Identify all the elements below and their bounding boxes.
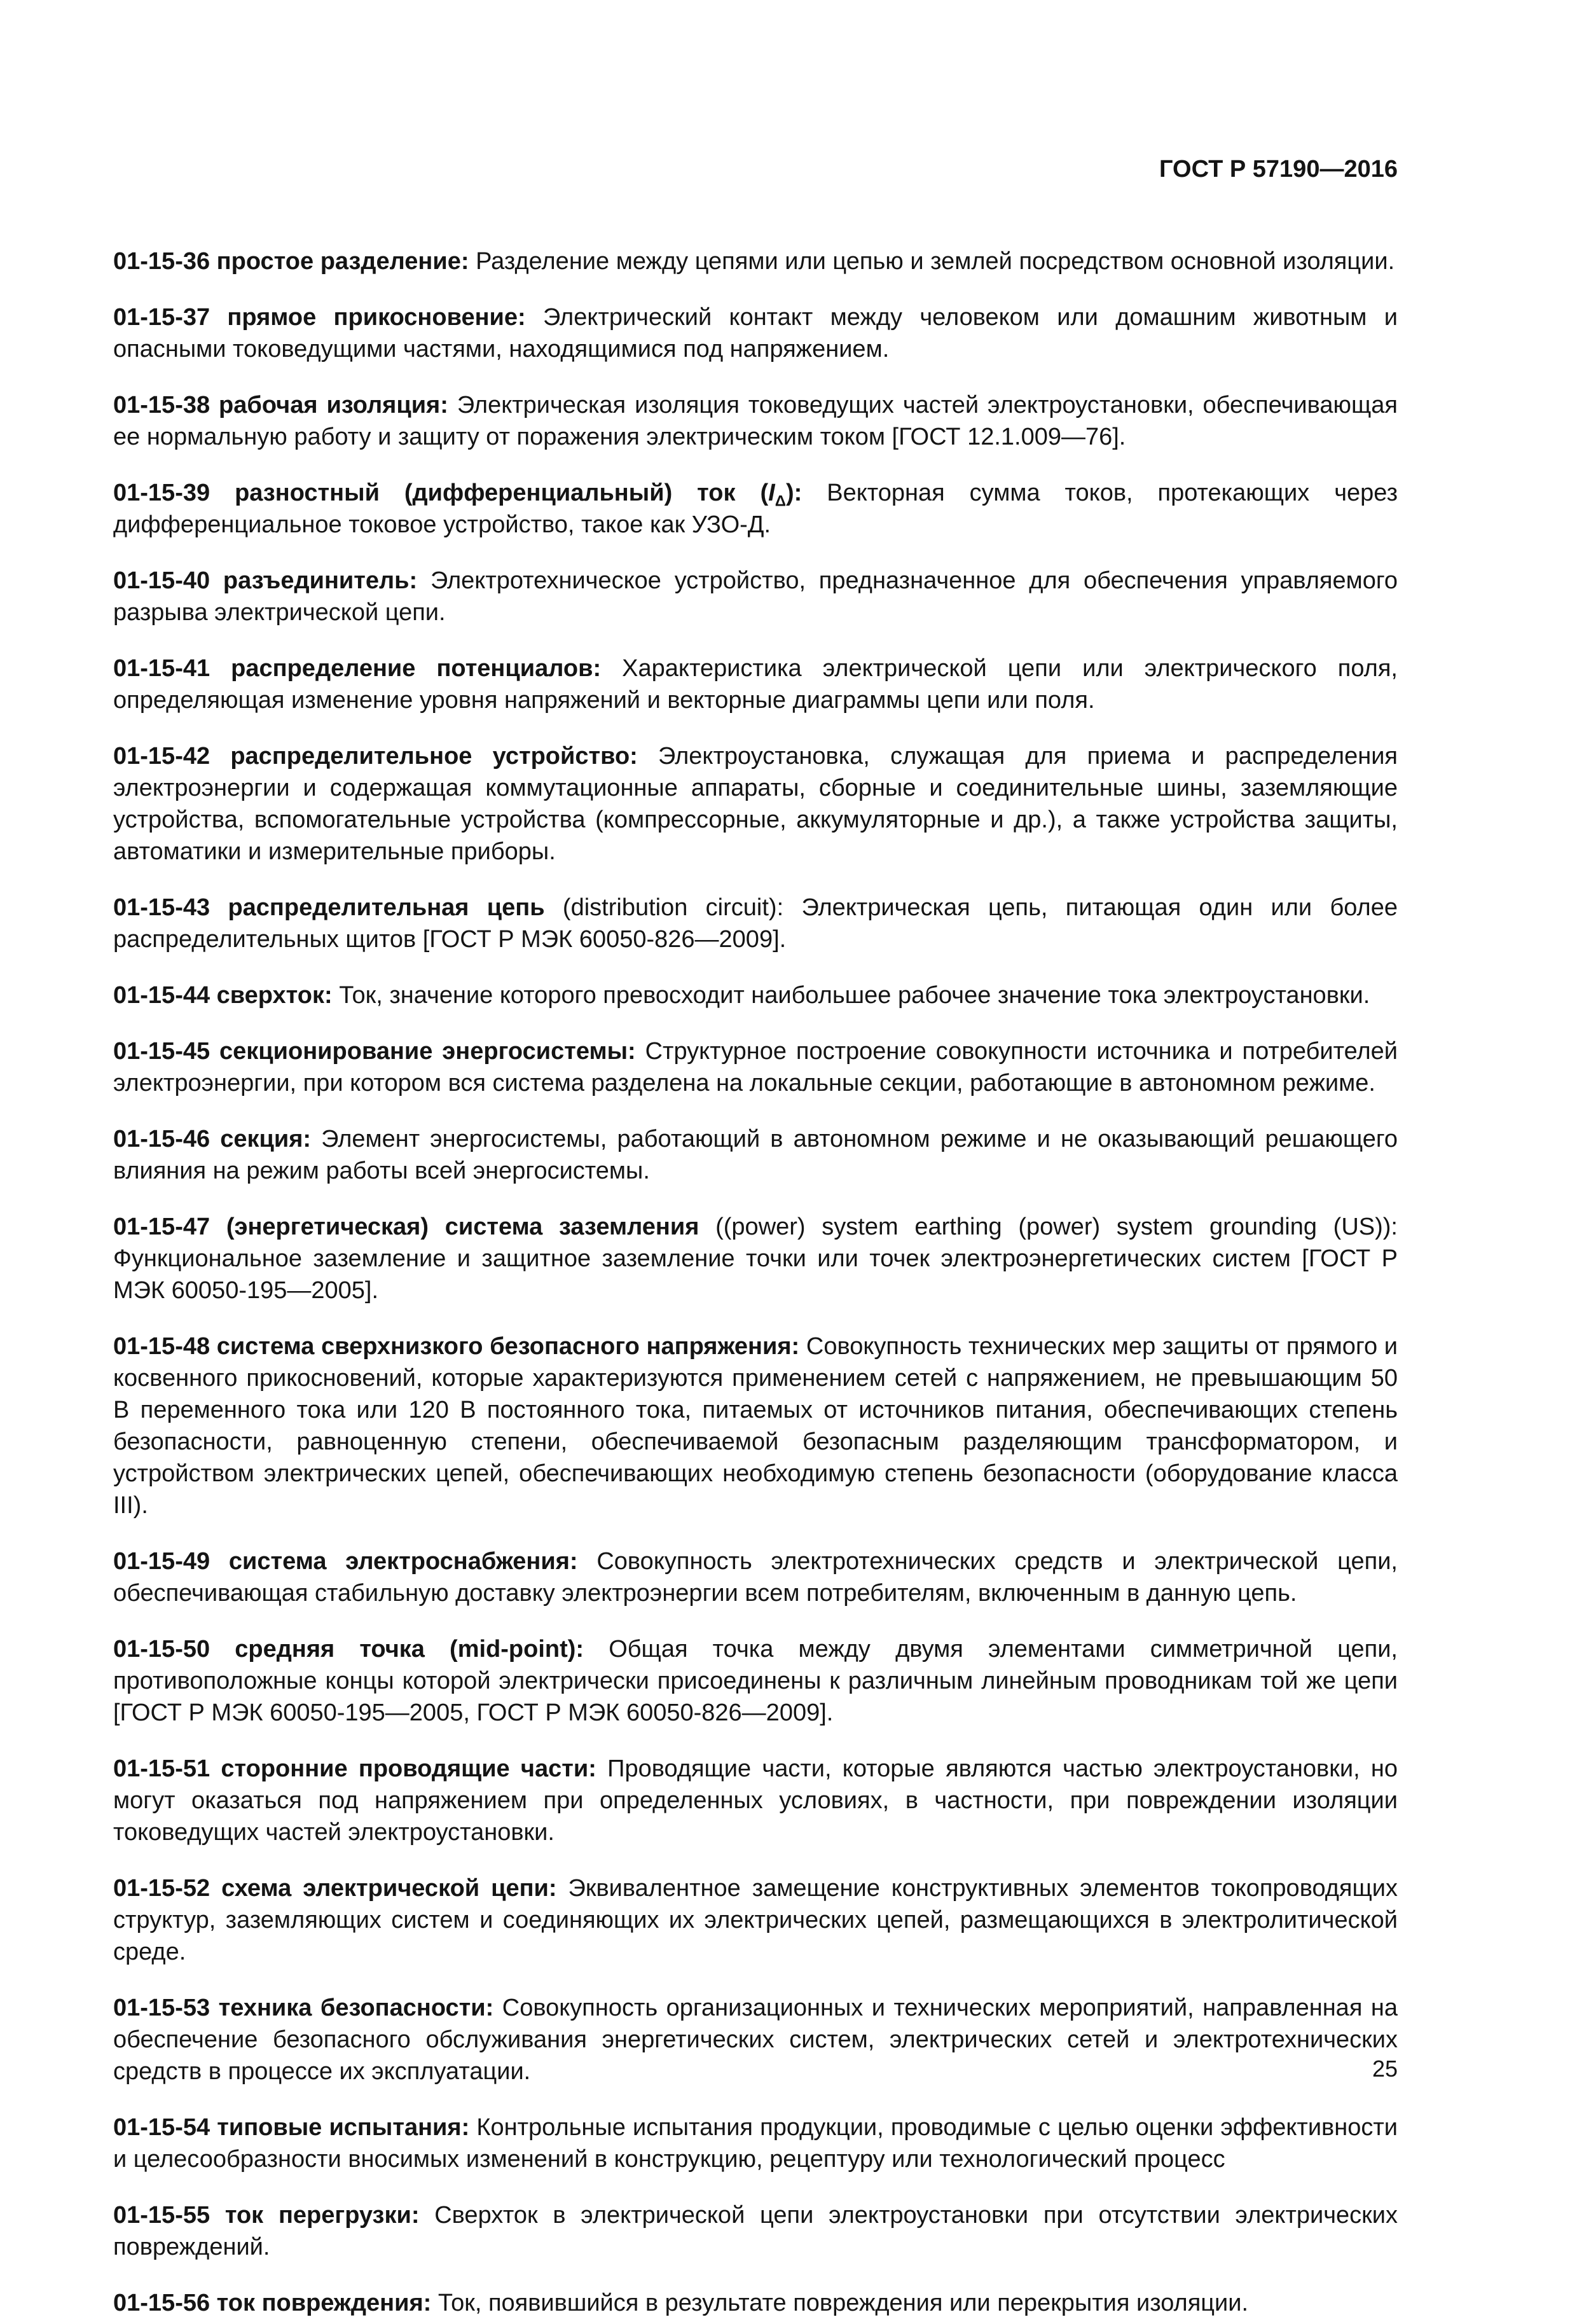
entry-definition: Разделение между цепями или цепью и землей посредством основной изоляции.	[469, 248, 1395, 275]
entry-definition: Электрический контакт между человеком или домашним животным и опасными токоведущими частями, находящимися под напряжением.	[113, 304, 1398, 363]
entry-term: 01-15-36 простое разделение:	[113, 248, 469, 275]
glossary-entry-45	[113, 1035, 1398, 1099]
glossary-entry-46	[113, 1123, 1398, 1187]
entry-term: 01-15-47 (энергетическая) система заземления	[113, 1214, 699, 1240]
glossary-entry-41	[113, 653, 1398, 716]
entry-definition: ((power) system earthing (power) system grounding (US)): Функциональное заземление и защитное заземление точки или точек электроэнергетических систем [ГОСТ Р МЭК 60050-195—2005].	[113, 1214, 1398, 1304]
entry-term: 01-15-55 ток перегрузки:	[113, 2202, 420, 2229]
entry-term: 01-15-46 секция:	[113, 1126, 312, 1152]
entry-term: 01-15-40 разъединитель:	[113, 567, 418, 594]
document-code-header: ГОСТ Р 57190—2016	[1159, 156, 1398, 183]
entry-definition: Эквивалентное замещение конструктивных элементов токопроводящих структур, заземляющих систем и соединяющих их электрических цепей, размещающихся в электролитической среде.	[113, 1875, 1398, 1965]
entry-definition: Векторная сумма токов, протекающих через дифференциальное токовое устройство, такое как УЗО-Д.	[113, 480, 1398, 538]
entry-term: 01-15-52 схема электрической цепи:	[113, 1875, 557, 1902]
entry-definition: Совокупность технических мер защиты от прямого и косвенного прикосновений, которые характеризуются применением сетей с напряжением, не превышающим 50 В переменного тока или 120 В постоянного тока, питаемых от источников питания, обеспечивающих степень безопасности, равноценную степени, обеспечиваемой безопасным разделяющим трансформатором, и устройством электрических цепей, обеспечивающих необходимую степень безопасности (оборудование класса III).	[113, 1333, 1398, 1519]
entry-term-end: ):	[785, 480, 802, 506]
glossary-entry-52	[113, 1872, 1398, 1968]
entry-term: 01-15-54 типовые испытания:	[113, 2114, 470, 2141]
entry-term: 01-15-45 секционирование энергосистемы:	[113, 1038, 636, 1065]
entry-definition: Ток, значение которого превосходит наибольшее рабочее значение тока электроустановки.	[332, 982, 1370, 1009]
glossary-content	[113, 221, 1398, 2324]
page-number: 25	[1372, 2056, 1398, 2082]
entry-definition: (distribution circuit): Электрическая цепь, питающая один или более распределительных щитов [ГОСТ Р МЭК 60050-826—2009].	[113, 894, 1398, 953]
glossary-entry-47	[113, 1211, 1398, 1306]
entry-definition: Электрическая изоляция токоведущих частей электроустановки, обеспечивающая ее нормальную работу и защиту от поражения электрическим током [ГОСТ 12.1.009—76].	[113, 392, 1398, 450]
entry-term: 01-15-43 распределительная цепь	[113, 894, 545, 921]
entry-definition: Контрольные испытания продукции, проводимые с целью оценки эффективности и целесообразности вносимых изменений в конструкцию, рецептуру или технологический процесс	[113, 2114, 1398, 2173]
entry-definition: Электротехническое устройство, предназначенное для обеспечения управляемого разрыва электрической цепи.	[113, 567, 1398, 626]
entry-definition: Элемент энергосистемы, работающий в автономном режиме и не оказывающий решающего влияния на режим работы всей энергосистемы.	[113, 1126, 1398, 1184]
entry-term: 01-15-41 распределение потенциалов:	[113, 655, 602, 682]
glossary-entry-43	[113, 892, 1398, 955]
entry-definition: Совокупность организационных и технических мероприятий, направленная на обеспечение безопасного обслуживания энергетических систем, электрических сетей и электротехнических средств в процессе их эксплуатации.	[113, 1995, 1398, 2085]
glossary-entry-50	[113, 1633, 1398, 1729]
entry-term: 01-15-53 техника безопасности:	[113, 1995, 494, 2021]
entry-term: 01-15-44 сверхток:	[113, 982, 333, 1009]
glossary-entry-40	[113, 565, 1398, 628]
entry-definition: Ток, появившийся в результате повреждения или перекрытия изоляции.	[431, 2290, 1249, 2316]
entry-term: 01-15-49 система электроснабжения:	[113, 1548, 578, 1575]
current-symbol: I	[768, 480, 775, 506]
entry-term: 01-15-39 разностный (дифференциальный) ток (	[113, 480, 769, 506]
entry-term: 01-15-37 прямое прикосновение:	[113, 304, 526, 331]
glossary-entry-51	[113, 1753, 1398, 1848]
entry-term: 01-15-42 распределительное устройство:	[113, 743, 638, 770]
entry-term: 01-15-56 ток повреждения:	[113, 2290, 432, 2316]
glossary-entry-36	[113, 246, 1398, 277]
glossary-entry-38	[113, 389, 1398, 453]
glossary-entry-48	[113, 1331, 1398, 1521]
entry-term: 01-15-38 рабочая изоляция:	[113, 392, 448, 418]
glossary-entry-49	[113, 1546, 1398, 1609]
entry-definition: Структурное построение совокупности источника и потребителей электроэнергии, при котором вся система разделена на локальные секции, работающие в автономном режиме.	[113, 1038, 1398, 1096]
glossary-entry-39	[113, 477, 1398, 541]
glossary-entry-53	[113, 1992, 1398, 2087]
entry-term: 01-15-51 сторонние проводящие части:	[113, 1755, 596, 1782]
glossary-entry-56	[113, 2287, 1398, 2319]
entry-definition: Общая точка между двумя элементами симметричной цепи, противоположные концы которой электрически присоединены к различным линейным проводникам той же цепи [ГОСТ Р МЭК 60050-195—2005, ГОСТ Р МЭК 60050-826—2009].	[113, 1636, 1398, 1726]
entry-term-symbol	[768, 480, 786, 510]
glossary-entry-37	[113, 301, 1398, 365]
entry-definition: Сверхток в электрической цепи электроустановки при отсутствии электрических повреждений.	[113, 2202, 1398, 2260]
entry-term: 01-15-48 система сверхнизкого безопасного напряжения:	[113, 1333, 800, 1360]
entry-definition: Электроустановка, служащая для приема и распределения электроэнергии и содержащая коммутационные аппараты, сборные и соединительные шины, заземляющие устройства, вспомогательные устройства (компрессорные, аккумуляторные и др.), а также устройства защиты, автоматики и измерительные приборы.	[113, 743, 1398, 865]
glossary-entry-42	[113, 740, 1398, 868]
entry-definition: Совокупность электротехнических средств и электрической цепи, обеспечивающая стабильную доставку электроэнергии всем потребителям, включенным в данную цепь.	[113, 1548, 1398, 1607]
glossary-entry-55	[113, 2199, 1398, 2263]
glossary-entry-54	[113, 2112, 1398, 2175]
entry-definition: Характеристика электрической цепи или электрического поля, определяющая изменение уровня напряжений и векторные диаграммы цепи или поля.	[113, 655, 1398, 714]
glossary-entry-44	[113, 979, 1398, 1011]
entry-term: 01-15-50 средняя точка (mid-point):	[113, 1636, 584, 1663]
current-symbol-subscript: Δ	[775, 492, 786, 510]
entry-definition: Проводящие части, которые являются частью электроустановки, но могут оказаться под напряжением при определенных условиях, в частности, при повреждении изоляции токоведущих частей электроустановки.	[113, 1755, 1398, 1846]
